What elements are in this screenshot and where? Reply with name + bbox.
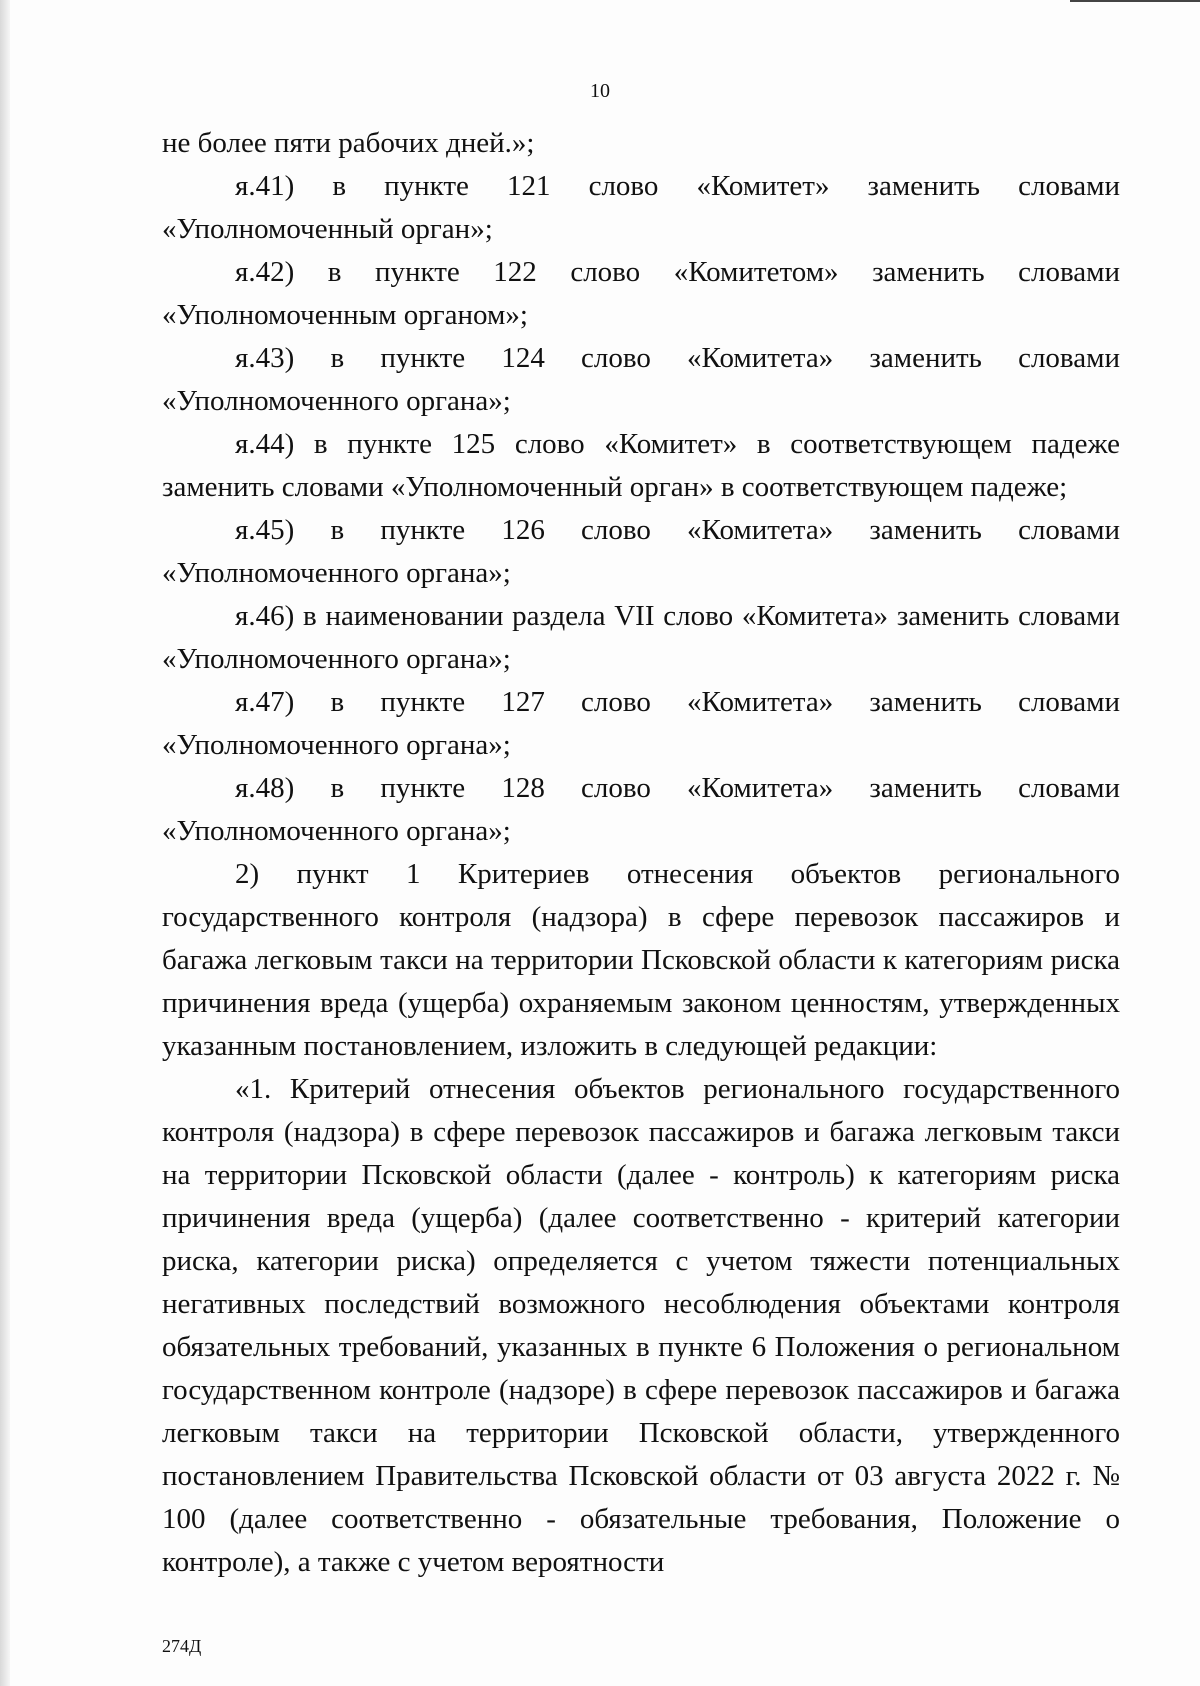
paragraph-item-46: я.46) в наименовании раздела VII слово «Комитета» заменить словами «Уполномоченного органа»; bbox=[162, 600, 1120, 675]
document-code: 274Д bbox=[162, 1636, 202, 1656]
paragraph-item-48: я.48) в пункте 128 слово «Комитета» заменить словами «Уполномоченного органа»; bbox=[162, 772, 1120, 847]
paragraph-item-45: я.45) в пункте 126 слово «Комитета» заменить словами «Уполномоченного органа»; bbox=[162, 514, 1120, 589]
corner-mark bbox=[1070, 0, 1200, 2]
paragraph-criterion-1: «1. Критерий отнесения объектов регионального государственного контроля (надзора) в сфере перевозок пассажиров и багажа легковым такси на территории Псковской области (далее - контроль) к категориям риска причинения вреда (ущерба) (далее соответственно - критерий категории риска, категории риска) определяется с учетом тяжести потенциальных негативных последствий возможного несоблюдения объектами контроля обязательных требований, указанных в пункте 6 Положения о региональном государственном контроле (надзоре) в сфере перевозок пассажиров и багажа легковым такси на территории Псковской области, утвержденного постановлением Правительства Псковской области от 03 августа 2022 г. № 100 (далее соответственно - обязательные требования, Положение о контроле), а также с учетом вероятности bbox=[162, 1073, 1120, 1578]
page-number: 10 bbox=[590, 80, 610, 102]
paragraph-item-41: я.41) в пункте 121 слово «Комитет» заменить словами «Уполномоченный орган»; bbox=[162, 170, 1120, 245]
scan-edge bbox=[0, 0, 10, 1686]
paragraph-point-2: 2) пункт 1 Критериев отнесения объектов регионального государственного контроля (надзора) в сфере перевозок пассажиров и багажа легковым такси на территории Псковской области к категориям риска причинения вреда (ущерба) охраняемым законом ценностям, утвержденных указанным постановлением, изложить в следующей редакции: bbox=[162, 858, 1120, 1062]
paragraph-item-42: я.42) в пункте 122 слово «Комитетом» заменить словами «Уполномоченным органом»; bbox=[162, 256, 1120, 331]
paragraph-item-47: я.47) в пункте 127 слово «Комитета» заменить словами «Уполномоченного органа»; bbox=[162, 686, 1120, 761]
document-body bbox=[162, 122, 1120, 1584]
paragraph-item-43: я.43) в пункте 124 слово «Комитета» заменить словами «Уполномоченного органа»; bbox=[162, 342, 1120, 417]
paragraph-item-44: я.44) в пункте 125 слово «Комитет» в соответствующем падеже заменить словами «Уполномоченный орган» в соответствующем падеже; bbox=[162, 428, 1120, 503]
paragraph-continuation: не более пяти рабочих дней.»; bbox=[162, 127, 535, 159]
